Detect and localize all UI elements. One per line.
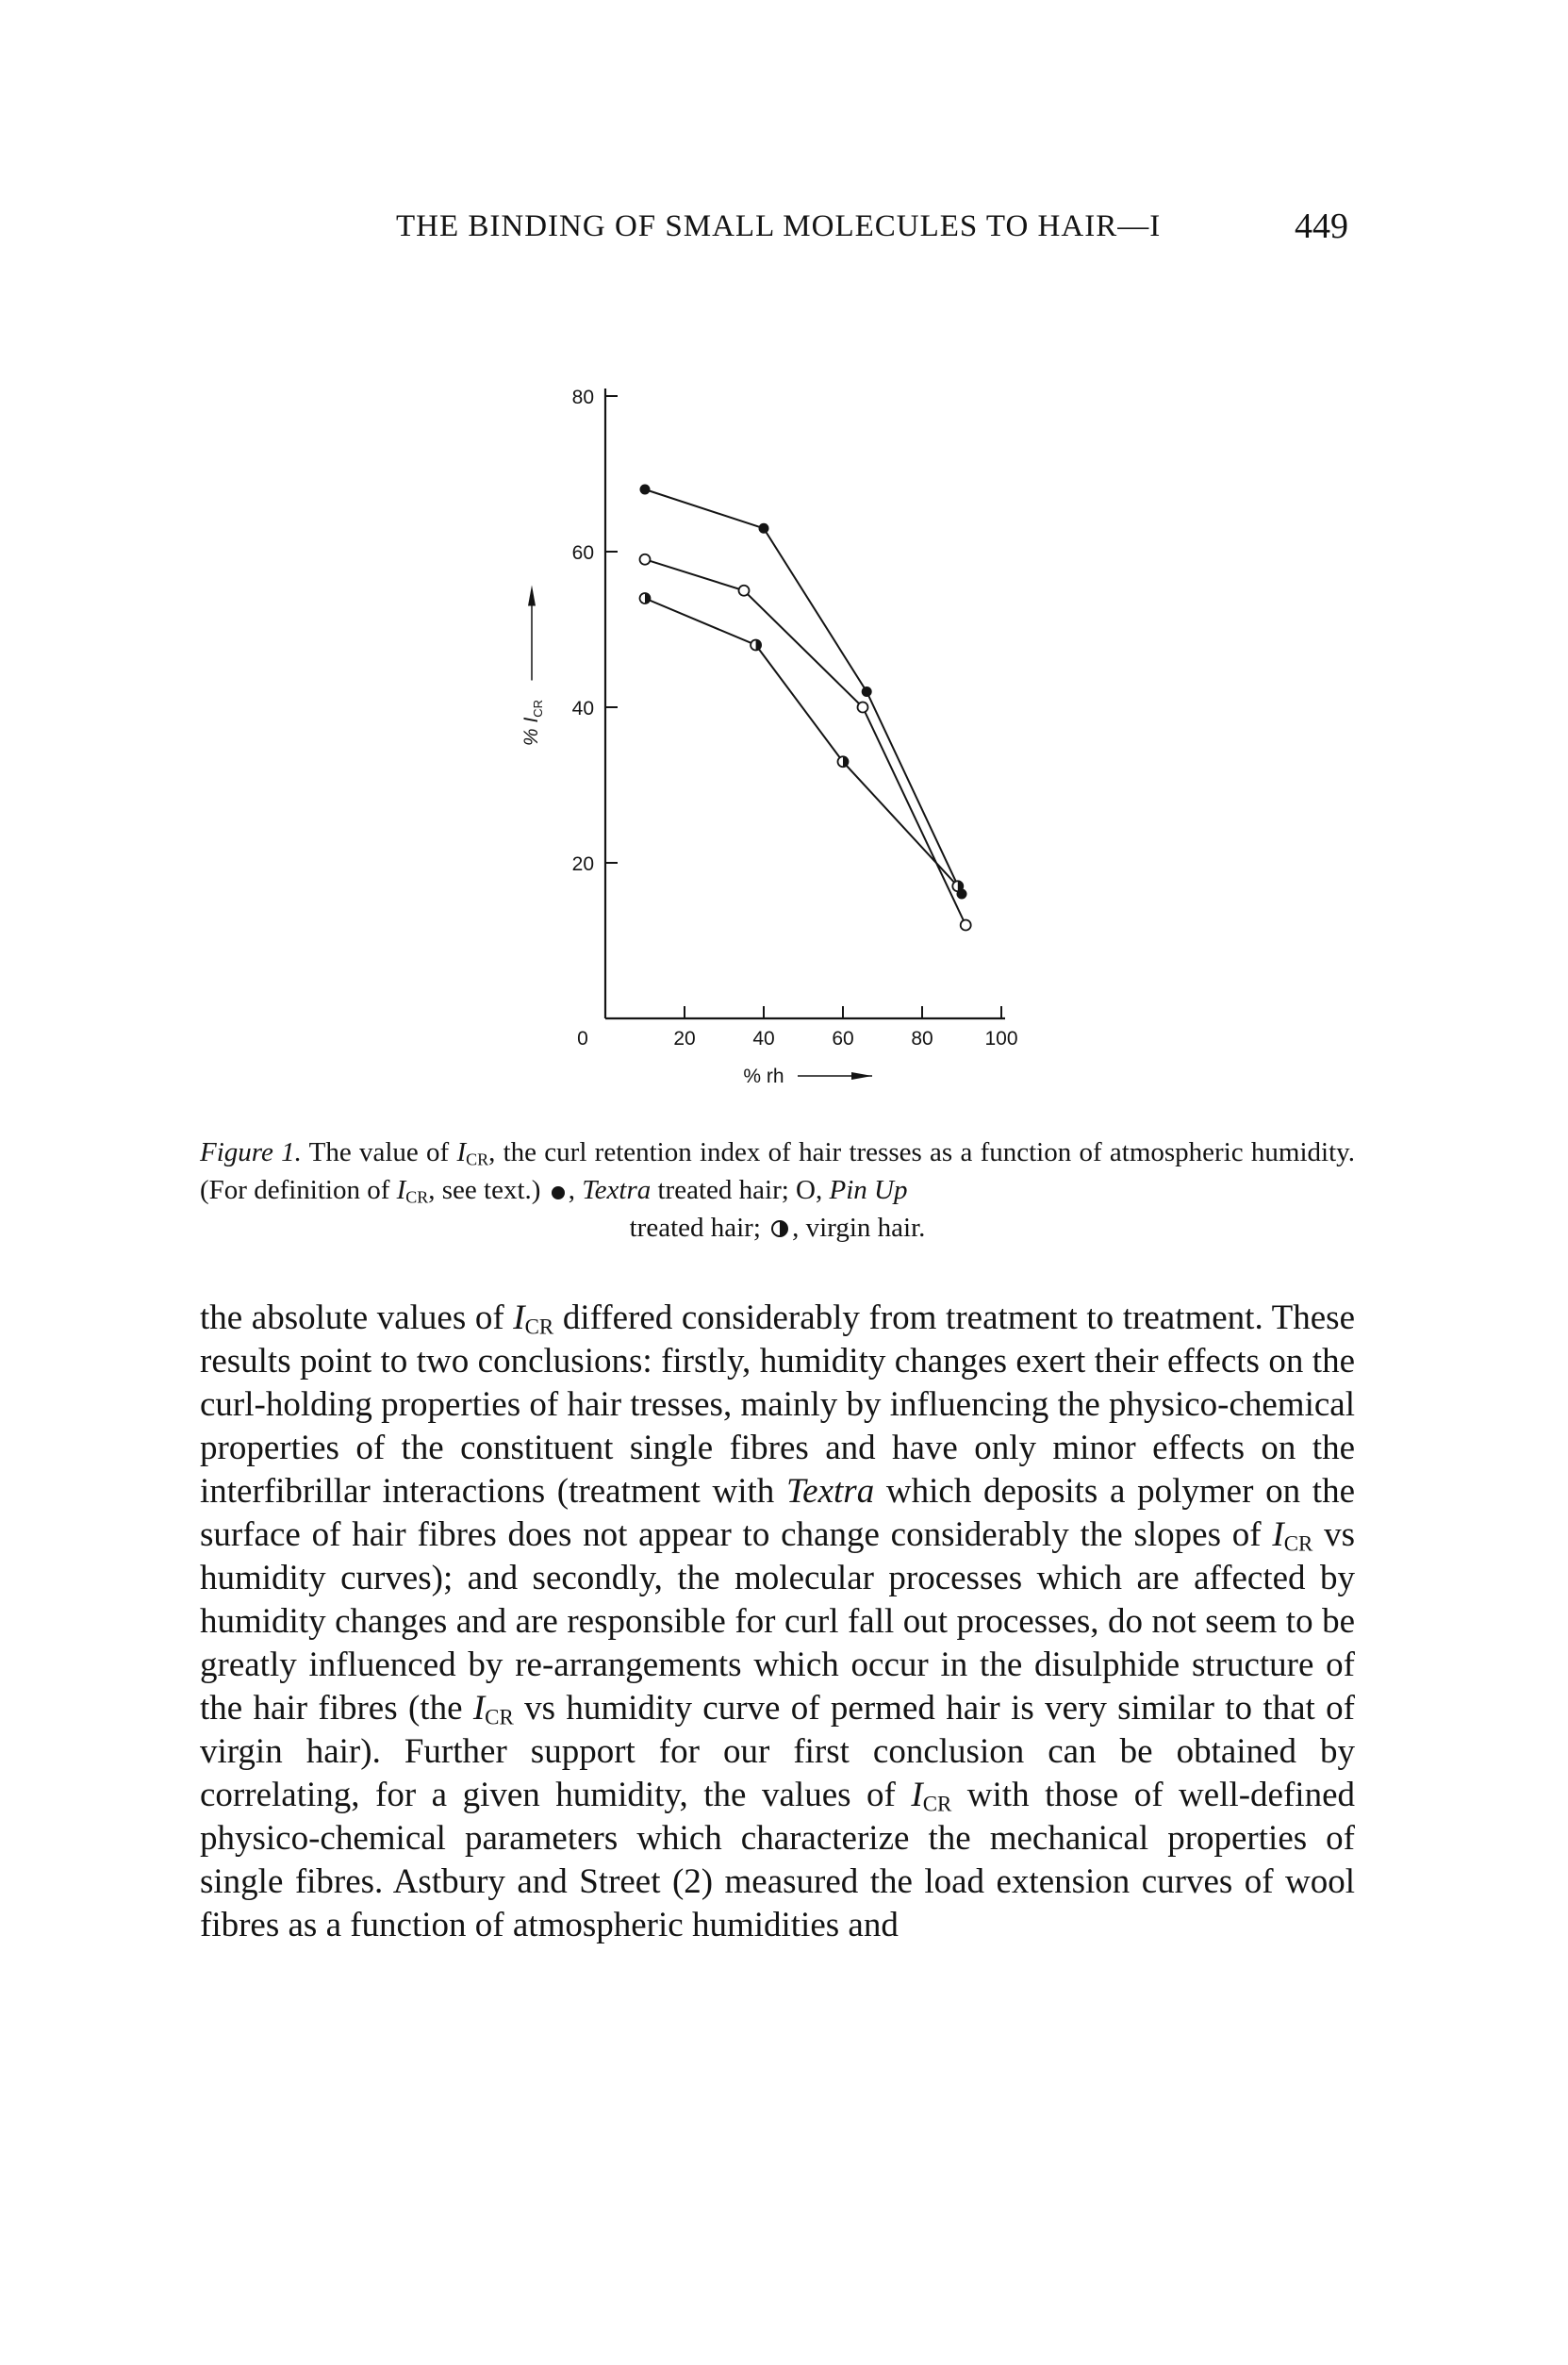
x-tick-label: 100 bbox=[984, 1028, 1018, 1050]
caption-icr-sub-2: CR bbox=[405, 1187, 429, 1207]
body-textra: Textra bbox=[786, 1472, 875, 1511]
caption-line-2 bbox=[200, 1209, 1355, 1247]
y-axis-title-arrow-head bbox=[528, 586, 536, 606]
data-point-open bbox=[858, 703, 868, 713]
series-line bbox=[645, 489, 962, 894]
y-tick-label: 80 bbox=[571, 387, 594, 408]
body-span-6: with those of well-defined physico-chemical parameters which characterize the mechanical properties of single fibres. Astbury and Street (2) measured the load extension curves of wool fibres as a function of atmospheric humidities and bbox=[200, 1776, 1356, 1944]
x-tick-label: 60 bbox=[832, 1028, 854, 1050]
caption-textra: Textra bbox=[582, 1175, 652, 1205]
caption-icr-sub: CR bbox=[466, 1149, 489, 1169]
x-axis-title: % rh bbox=[743, 1066, 784, 1087]
figure-label: Figure 1. bbox=[200, 1137, 302, 1167]
filled-circle-symbol-icon bbox=[550, 1184, 567, 1201]
chart-series-lines bbox=[645, 489, 966, 925]
y-axis-title-main: % I bbox=[520, 717, 542, 747]
caption-text-6: , virgin hair. bbox=[792, 1213, 926, 1243]
body-icr-i-2: I bbox=[1272, 1515, 1284, 1554]
figure-1-chart bbox=[509, 283, 1037, 1113]
running-head: THE BINDING OF SMALL MOLECULES TO HAIR—I bbox=[396, 209, 1162, 243]
body-paragraph-text bbox=[200, 1297, 1355, 1947]
body-span-1: the absolute values of bbox=[200, 1298, 514, 1337]
body-icr-sub-1: CR bbox=[524, 1315, 554, 1339]
x-tick-label: 80 bbox=[911, 1028, 933, 1050]
origin-label: 0 bbox=[577, 1028, 588, 1050]
caption-text-3: , see text.) bbox=[428, 1175, 548, 1205]
data-point-filled bbox=[759, 523, 769, 534]
caption-icr-i: I bbox=[456, 1137, 467, 1167]
body-span-5: vs humidity curve of permed hair is very similar to that of virgin hair). Further support for our first conclusion can be obtained by correlating, for a given humidity, the values of bbox=[200, 1689, 1355, 1814]
y-tick-label: 40 bbox=[571, 698, 594, 719]
body-paragraph bbox=[200, 1297, 1355, 1947]
half-filled-circle-symbol-icon bbox=[769, 1218, 790, 1239]
caption-open-symbol: O bbox=[796, 1175, 816, 1205]
caption-icr-i-2: I bbox=[396, 1175, 406, 1205]
data-point-open bbox=[640, 554, 651, 565]
caption-text-2: , the curl retention index of hair tresses as a function of atmospheric humidity. (For definition of bbox=[200, 1137, 1355, 1205]
y-axis-title-sub: CR bbox=[531, 699, 545, 718]
caption-text-1: The value of bbox=[301, 1137, 457, 1167]
x-tick-label: 40 bbox=[752, 1028, 775, 1050]
page-header bbox=[396, 209, 1348, 256]
data-point-open bbox=[961, 920, 971, 931]
series-line bbox=[645, 559, 966, 925]
y-axis-title bbox=[520, 700, 545, 746]
series-line bbox=[645, 599, 958, 886]
caption-pinup: Pin Up bbox=[829, 1175, 908, 1205]
figure-caption bbox=[200, 1133, 1355, 1247]
body-icr-i-1: I bbox=[513, 1298, 525, 1337]
x-axis-title-arrow-head bbox=[851, 1072, 872, 1080]
body-icr-i-3: I bbox=[472, 1689, 486, 1728]
caption-sep-1: , bbox=[568, 1175, 583, 1205]
body-icr-sub-3: CR bbox=[485, 1705, 514, 1729]
caption-text-4: treated hair; bbox=[651, 1175, 797, 1205]
data-point-filled bbox=[640, 485, 651, 495]
body-icr-sub-4: CR bbox=[922, 1792, 952, 1816]
chart-series-points bbox=[640, 485, 971, 931]
caption-sep-2: , bbox=[815, 1175, 830, 1205]
data-point-open bbox=[739, 586, 750, 596]
chart-labels bbox=[520, 387, 1018, 1087]
body-span-3: which deposits a polymer on the surface of hair fibres does not appear to change considerably the slopes of bbox=[200, 1472, 1355, 1554]
body-icr-i-4: I bbox=[911, 1776, 923, 1814]
x-tick-label: 20 bbox=[673, 1028, 696, 1050]
y-tick-label: 60 bbox=[571, 542, 594, 564]
body-span-4: vs humidity curves); and secondly, the molecular processes which are affected by humidity changes and are responsible for curl fall out processes, do not seem to be greatly influenced by re-arrangements which occur in the disulphide structure of the hair fibres (the bbox=[200, 1515, 1355, 1728]
y-tick-label: 20 bbox=[571, 853, 594, 875]
chart-axes bbox=[605, 389, 1005, 1018]
body-span-2: differed considerably from treatment to treatment. These results point to two conclusions: firstly, humidity changes exert their effects on the curl-holding properties of hair tresses, mainly by influencing the physico-chemical properties of the constituent single fibres and have only minor effects on the interfibrillar interactions (treatment with bbox=[200, 1298, 1356, 1511]
data-point-filled bbox=[862, 686, 872, 697]
caption-text-5: treated hair; bbox=[629, 1213, 768, 1243]
body-icr-sub-2: CR bbox=[1283, 1531, 1313, 1556]
page-number: 449 bbox=[1295, 207, 1348, 246]
y-axis-title-group bbox=[520, 700, 545, 746]
